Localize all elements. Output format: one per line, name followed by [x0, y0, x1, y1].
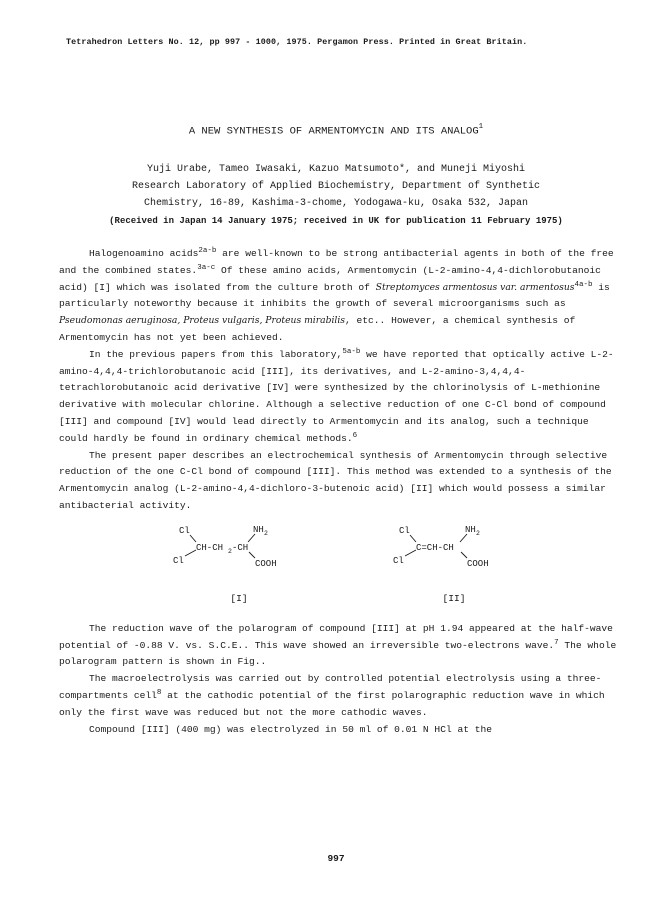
s2-bond-3 — [460, 534, 467, 542]
p3-text-1: The present paper describes an electrochemical synthesis of Armentomycin through selective reduction of the one C-Cl bond of compound [III]. This method was extended to a synthesis of the Armentomycin analog (L-2-amino-4,4-dichloro-3-butenoic acid) [II] which would possess a similar antibacterial activity. — [59, 449, 612, 511]
p2-text-1: In the previous papers from this laboratory, — [89, 348, 343, 360]
p1-ref-1: 2a-b — [198, 247, 217, 255]
s2-nh-sub: 2 — [476, 529, 480, 537]
title-footnote-ref: 1 — [478, 123, 484, 131]
received-dates: (Received in Japan 14 January 1975; received in UK for publication 11 February 1975) — [109, 216, 563, 226]
structure-1-diagram — [173, 523, 323, 583]
s1-chain-end: -CH — [232, 542, 249, 553]
s1-bond-4 — [249, 552, 255, 558]
s1-cl-top: Cl — [179, 525, 190, 536]
p4-ref-1: 7 — [554, 638, 559, 647]
page-number: 997 — [327, 853, 345, 864]
s1-bond-3 — [248, 534, 255, 542]
s2-bond-2 — [405, 550, 416, 556]
p2-ref-2: 6 — [352, 431, 358, 440]
p4-text-1: The reduction wave of the polarogram of compound [III] at pH 1.94 appeared at the half-wave potential of -0.88 V. vs. S.C.E.. This wave showed an irreversible two-electrons wave. — [59, 622, 613, 651]
p1-species-2: Pseudomonas aeruginosa, Proteus vulgaris, Proteus mirabilis — [59, 315, 346, 327]
p5-text-1: The macroelectrolysis was carried out by controlled potential electrolysis using a three-compartments cell — [59, 673, 602, 701]
chemical-structures — [59, 521, 619, 613]
journal-header: Tetrahedron Letters No. 12, pp 997 - 1000, 1975. Pergamon Press. Printed in Great Britain. — [66, 37, 528, 47]
structure-armentomycin — [173, 523, 323, 583]
paragraph-3 — [59, 448, 619, 515]
s2-bond-1 — [410, 535, 416, 542]
paragraph-5 — [59, 671, 619, 721]
affiliation-line-2: Chemistry, 16-89, Kashima-3-chome, Yodogawa-ku, Osaka 532, Japan — [143, 198, 529, 209]
p1-ref-2: 3a-c — [197, 263, 216, 272]
article-title — [0, 124, 672, 138]
p1-text-2: are well-known to be strong antibacterial agents in both of the free and the combined states. — [59, 248, 614, 276]
s2-chain: C=CH-CH — [416, 542, 454, 553]
s1-nh: NH — [253, 524, 264, 535]
s1-cooh: COOH — [255, 558, 277, 569]
s1-nh-sub: 2 — [264, 529, 268, 537]
s2-bond-4 — [461, 552, 467, 558]
s2-cooh: COOH — [467, 558, 489, 569]
paragraph-6 — [59, 722, 619, 739]
p2-ref-1: 5a-b — [342, 347, 361, 356]
p2-text-2: we have reported that optically active L-2-amino-4,4,4-trichlorobutanoic acid [III], its derivatives, and L-2-amino-3,4,4,4-tetrachlorobutanoic acid derivative [IV] were synthesized by the chlorinolysis of L-methionine derivative with molecular chlorine. Although a selective reduction of one C-Cl bond of compound [III] and compound [IV] would lead directly to Armentomycin and its analog, such a technique could hardly be found in ordinary chemical methods. — [59, 348, 614, 444]
p5-ref-1: 8 — [156, 688, 162, 697]
p1-species-1: Streptomyces armentosus var. armentosus — [375, 281, 575, 293]
paragraph-2 — [59, 347, 619, 448]
s1-chain: CH-CH — [196, 542, 224, 553]
paragraph-4 — [59, 621, 619, 671]
p1-text-4: is particularly noteworthy because it inhibits the growth of several microorganisms such as — [59, 281, 610, 310]
structure-1-label: [I] — [230, 592, 248, 604]
p4-text-2: The whole polarogram pattern is shown in Fig.. — [59, 639, 617, 668]
s1-bond-1 — [190, 535, 196, 542]
p5-text-2: at the cathodic potential of the first polarographic reduction wave in which only the first wave was reduced but not the more cathodic waves. — [59, 689, 605, 718]
p1-ref-3: 4a-b — [574, 280, 593, 289]
structure-2-diagram — [393, 523, 543, 583]
paragraph-1 — [59, 246, 619, 347]
article-body — [59, 246, 619, 738]
author-list: Yuji Urabe, Tameo Iwasaki, Kazuo Matsumoto*, and Muneji Miyoshi — [146, 164, 526, 175]
s1-bond-2 — [185, 550, 196, 556]
p6-text-1: Compound [III] (400 mg) was electrolyzed in 50 ml of 0.01 N HCl at the — [89, 723, 493, 735]
s1-cl-bottom: Cl — [173, 555, 184, 566]
p1-text-1: Halogenoamino acids — [89, 248, 199, 259]
s1-chain-sub: 2 — [228, 547, 232, 555]
s2-cl-top: Cl — [399, 525, 410, 536]
structure-analog — [393, 523, 543, 583]
article-title-text: A NEW SYNTHESIS OF ARMENTOMYCIN AND ITS ANALOG — [188, 125, 479, 138]
s2-nh: NH — [465, 524, 476, 535]
p1-text-3: Of these amino acids, Armentomycin (L-2-amino-4,4-dichlorobutanoic acid) [I] which was isolated from the culture broth of — [59, 264, 601, 293]
p1-text-5: , etc.. However, a chemical synthesis of Armentomycin has not yet been achieved. — [59, 315, 576, 343]
s2-cl-bottom: Cl — [393, 555, 404, 566]
structure-2-label: [II] — [442, 592, 466, 604]
affiliation-line-1: Research Laboratory of Applied Biochemistry, Department of Synthetic — [131, 181, 541, 192]
